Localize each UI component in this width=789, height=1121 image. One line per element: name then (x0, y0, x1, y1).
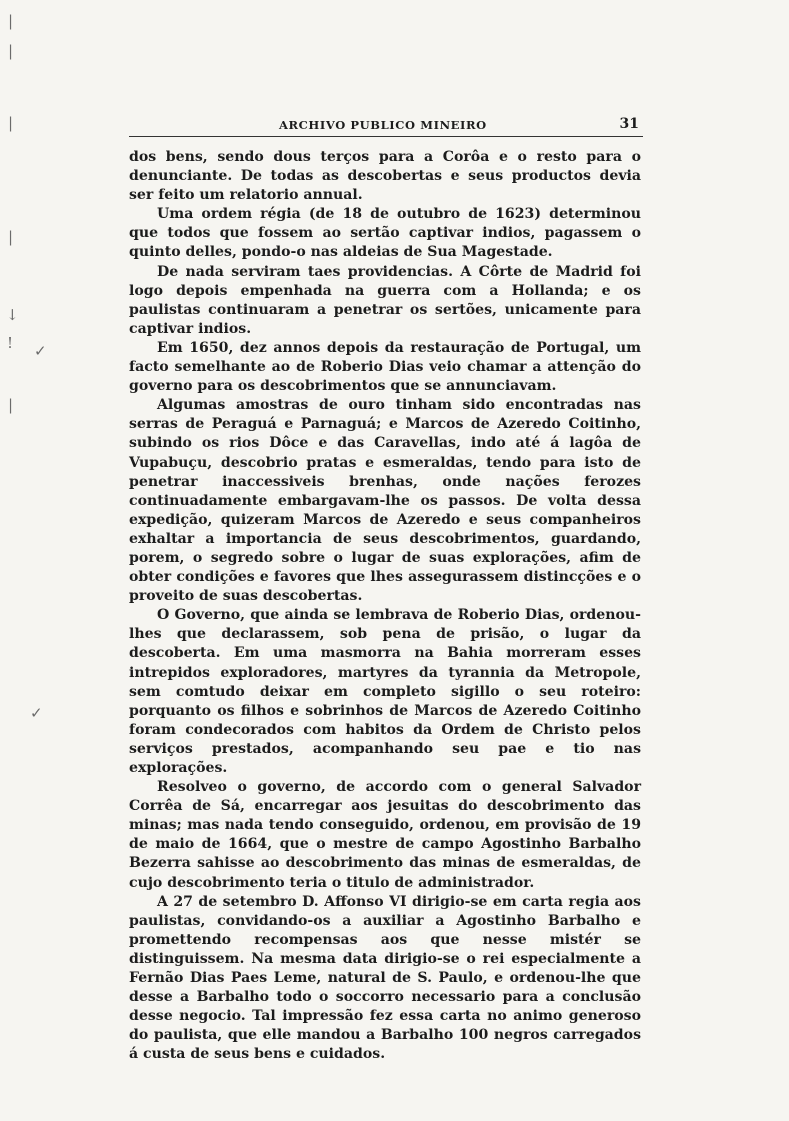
page-header (129, 116, 643, 136)
paragraph: Uma ordem régia (de 18 de outubro de 1623) determinou que todos que fossem ao sertão captivar indios, pagassem o quinto delles, pondo-o nas aldeias de Sua Magestade. (129, 206, 641, 261)
header-rule (129, 136, 643, 137)
margin-mark-7: ✓ (34, 342, 47, 360)
margin-mark-3: | (8, 114, 14, 132)
margin-mark-6: ! (7, 334, 14, 352)
margin-mark-8: | (8, 396, 14, 414)
margin-mark-1: | (8, 12, 14, 30)
running-title: ARCHIVO PUBLICO MINEIRO (279, 118, 487, 132)
margin-mark-4: | (8, 228, 14, 246)
paragraph: Em 1650, dez annos depois da restauração de Portugal, um facto semelhante ao de Roberio Dias veio chamar a attenção do governo para os descobrimentos que se annunciavam. (129, 339, 641, 395)
margin-mark-5: ↓ (6, 306, 19, 324)
margin-mark-9: ✓ (30, 704, 43, 722)
paragraph: dos bens, sendo dous terços para a Corôa e o resto para o denunciante. De todas as descobertas e seus productos devia ser feito um relatorio annual. (129, 149, 641, 204)
paragraph: A 27 de setembro D. Affonso VI dirigio-se em carta regia aos paulistas, convidando-os a auxiliar a Agostinho Barbalho e promettendo recompensas aos que nesse mistér se distinguissem. Na mesma data dirigio-se o rei especialmente a Fernão Dias Paes Leme, natural de S. Paulo, e ordenou-lhe que desse a Barbalho todo o soccorro necessario para a conclusão desse negocio. Tal impressão fez essa carta no animo generoso do paulista, que elle mandou a Barbalho 100 negros carregados á custa de seus bens e cuidados. (129, 893, 641, 1063)
paragraph: Resolveo o governo, de accordo com o general Salvador Corrêa de Sá, encarregar aos jesuitas do descobrimento das minas; mas nada tendo conseguido, ordenou, em provisão de 19 de maio de 1664, que o mestre de campo Agostinho Barbalho Bezerra sahisse ao descobrimento das minas de esmeraldas, de cujo descobrimento teria o titulo de administrador. (129, 779, 641, 891)
margin-mark-2: | (8, 42, 14, 60)
paragraph: Algumas amostras de ouro tinham sido encontradas nas serras de Peraguá e Parnaguá; e Marcos de Azeredo Coitinho, subindo os rios Dôce e das Caravellas, indo até á lagôa de Vupabuçu, descobrio pratas e esmeraldas, tendo para isto de penetrar inaccessiveis brenhas, onde nações ferozes continuadamente embargavam-lhe os passos. De volta dessa expedição, quizeram Marcos de Azeredo e seus companheiros exhaltar a importancia de seus descobrimentos, guardando, porem, o segredo sobre o lugar de suas explorações, afim de obter condições e favores que lhes assegurassem distincções e o proveito de suas descobertas. (129, 397, 641, 605)
paragraph: O Governo, que ainda se lembrava de Roberio Dias, ordenou-lhes que declarassem, sob pena de prisão, o lugar da descoberta. Em uma masmorra na Bahia morreram esses intrepidos exploradores, martyres da tyrannia da Metropole, sem comtudo deixar em completo sigillo o seu roteiro: porquanto os filhos e sobrinhos de Marcos de Azeredo Coitinho foram condecorados com habitos da Ordem de Christo pelos serviços prestados, acompanhando seu pae e tio nas explorações. (129, 607, 641, 776)
paragraph: De nada serviram taes providencias. A Côrte de Madrid foi logo depois empenhada na guerra com a Hollanda; e os paulistas continuaram a penetrar os sertões, unicamente para captivar indios. (129, 263, 641, 337)
body-text (129, 148, 641, 1065)
page-number: 31 (619, 116, 639, 132)
